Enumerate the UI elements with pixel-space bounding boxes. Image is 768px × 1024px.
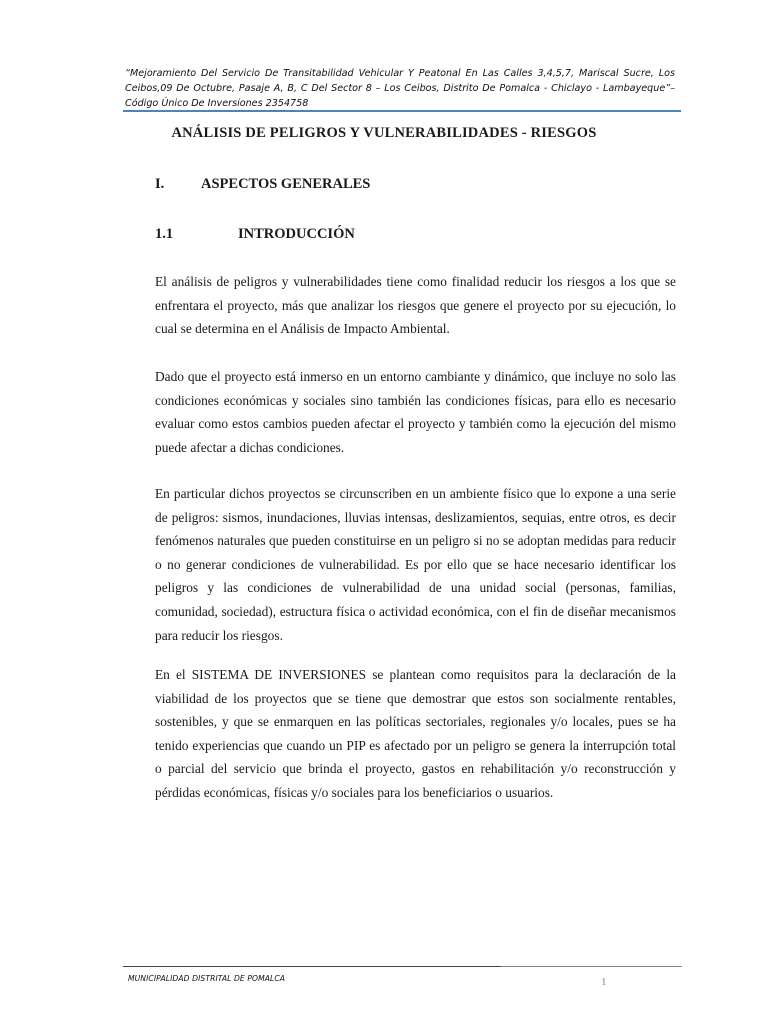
footer-rule-accent: [501, 966, 682, 967]
paragraph: En particular dichos proyectos se circunscriben en un ambiente físico que lo expone a una serie de peligros: sismos, inundaciones, lluvias intensas, deslizamientos, sequias, entre otros, es decir fenómenos naturales que pueden constituirse en un peligro si no se adoptan medidas para reducir o no generar condiciones de vulnerabilidad. Es por ello que se hace necesario identificar los peligros y las condiciones de vulnerabilidad de una unidad social (personas, familias, comunidad, sociedad), estructura física o actividad económica, con el fin de diseñar mecanismos para reducir los riesgos.: [155, 486, 676, 643]
footer-organization: MUNICIPALIDAD DISTRITAL DE POMALCA: [128, 974, 286, 983]
page-number: 1: [601, 976, 607, 988]
section-number: I.: [155, 176, 165, 192]
paragraph: Dado que el proyecto está inmerso en un entorno cambiante y dinámico, que incluye no solo las condiciones económicas y sociales sino también las condiciones físicas, para ello es necesario evaluar como estos cambios pueden afectar el proyecto y también como la ejecución del mismo puede afectar a dichas condiciones.: [155, 369, 676, 455]
page-header: “Mejoramiento Del Servicio De Transitabilidad Vehicular Y Peatonal En Las Calles 3,4,5,7, Mariscal Sucre, Los Ceibos,09 De Octubre, Pasaje A, B, C Del Sector 8 – Los Ceibos, Distrito De Pomalca - Chiclayo - Lambayeque”– Código Único De Inversiones 2354758: [125, 68, 675, 109]
paragraph: En el SISTEMA DE INVERSIONES se plantean como requisitos para la declaración de la viabilidad de los proyectos que se tiene que demostrar que estos son socialmente rentables, sostenibles, y que se enmarquen en las políticas sectoriales, regionales y/o locales, pues se ha tenido experiencias que cuando un PIP es afectado por un peligro se genera la interrupción total o parcial del servicio que brinda el proyecto, gastos en rehabilitación y/o reconstrucción y pérdidas económicas, físicas y/o sociales para los beneficiarios o usuarios.: [155, 667, 676, 800]
paragraph: El análisis de peligros y vulnerabilidades tiene como finalidad reducir los riesgos a los que se enfrentara el proyecto, más que analizar los riesgos que genere el proyecto por su ejecución, lo cual se determina en el Análisis de Impacto Ambiental.: [155, 274, 676, 337]
section-title: ASPECTOS GENERALES: [201, 176, 371, 192]
header-rule: [123, 110, 681, 112]
document-title: ANÁLISIS DE PELIGROS Y VULNERABILIDADES - RIESGOS: [171, 125, 597, 141]
subsection-title: INTRODUCCIÓN: [238, 226, 355, 242]
subsection-number: 1.1: [155, 226, 174, 242]
footer-rule: [123, 966, 501, 967]
